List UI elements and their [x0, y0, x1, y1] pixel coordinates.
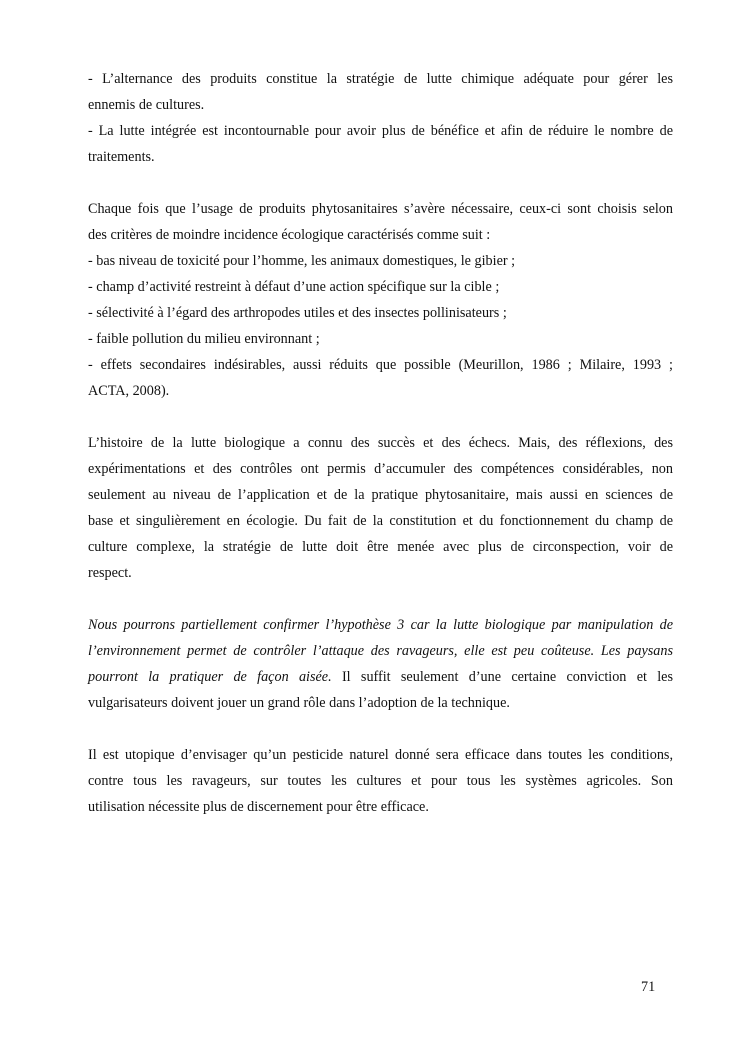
- text-line: base et singulièrement en écologie. Du fait de la constitution et du fonctionnement du champ de: [88, 513, 673, 529]
- regular-text: Il suffit seulement d’une certaine conviction et les: [331, 669, 673, 685]
- text-line: [88, 638, 673, 664]
- paragraph-history: [88, 430, 673, 586]
- text-line: [88, 664, 673, 690]
- text-line: expérimentations et des contrôles ont permis d’accumuler des compétences considérables, non: [88, 461, 673, 477]
- text-line: ACTA, 2008).: [88, 383, 170, 399]
- list-item: - effets secondaires indésirables, aussi réduits que possible (Meurillon, 1986 ; Milaire, 1993 ;: [88, 357, 673, 373]
- text-line: Il est utopique d’envisager qu’un pesticide naturel donné sera efficace dans toutes les conditions,: [88, 747, 673, 763]
- italic-text: Nous pourrons partiellement confirmer l’hypothèse 3 car la lutte biologique par manipulation de: [88, 617, 673, 633]
- text-line: - La lutte intégrée est incontournable pour avoir plus de bénéfice et afin de réduire le nombre de: [88, 123, 673, 139]
- text-line: utilisation nécessite plus de discernement pour être efficace.: [88, 799, 429, 815]
- paragraph-conclusions: [88, 66, 673, 170]
- list-item: - faible pollution du milieu environnant ;: [88, 331, 320, 347]
- text-line: L’histoire de la lutte biologique a connu des succès et des échecs. Mais, des réflexions, des: [88, 435, 673, 451]
- text-line: - L’alternance des produits constitue la stratégie de lutte chimique adéquate pour gérer les: [88, 71, 673, 87]
- paragraph-utopia: [88, 742, 673, 820]
- text-line: culture complexe, la stratégie de lutte doit être menée avec plus de circonspection, voir de: [88, 539, 673, 555]
- paragraph-hypothesis: [88, 612, 673, 716]
- list-item: - sélectivité à l’égard des arthropodes utiles et des insectes pollinisateurs ;: [88, 305, 507, 321]
- document-body: [88, 66, 673, 820]
- text-line: seulement au niveau de l’application et de la pratique phytosanitaire, mais aussi en sciences de: [88, 487, 673, 503]
- text-line: vulgarisateurs doivent jouer un grand rôle dans l’adoption de la technique.: [88, 695, 510, 711]
- list-item: - bas niveau de toxicité pour l’homme, les animaux domestiques, le gibier ;: [88, 253, 516, 269]
- paragraph-spacer: [88, 586, 673, 612]
- italic-text: l’environnement permet de contrôler l’attaque des ravageurs, elle est peu coûteuse. Les paysans: [88, 643, 673, 659]
- text-line: traitements.: [88, 149, 155, 165]
- paragraph-spacer: [88, 716, 673, 742]
- paragraph-spacer: [88, 170, 673, 196]
- paragraph-criteria: [88, 196, 673, 404]
- text-line: des critères de moindre incidence écologique caractérisés comme suit :: [88, 227, 491, 243]
- italic-text: pourront la pratiquer de façon aisée.: [88, 669, 332, 685]
- text-line: contre tous les ravageurs, sur toutes les cultures et pour tous les systèmes agricoles. Son: [88, 773, 673, 789]
- paragraph-spacer: [88, 404, 673, 430]
- page-number: 71: [641, 979, 656, 995]
- list-item: - champ d’activité restreint à défaut d’une action spécifique sur la cible ;: [88, 279, 500, 295]
- text-line: Chaque fois que l’usage de produits phytosanitaires s’avère nécessaire, ceux-ci sont choisis selon: [88, 201, 673, 217]
- text-line: [88, 612, 673, 638]
- text-line: ennemis de cultures.: [88, 97, 205, 113]
- text-line: respect.: [88, 565, 132, 581]
